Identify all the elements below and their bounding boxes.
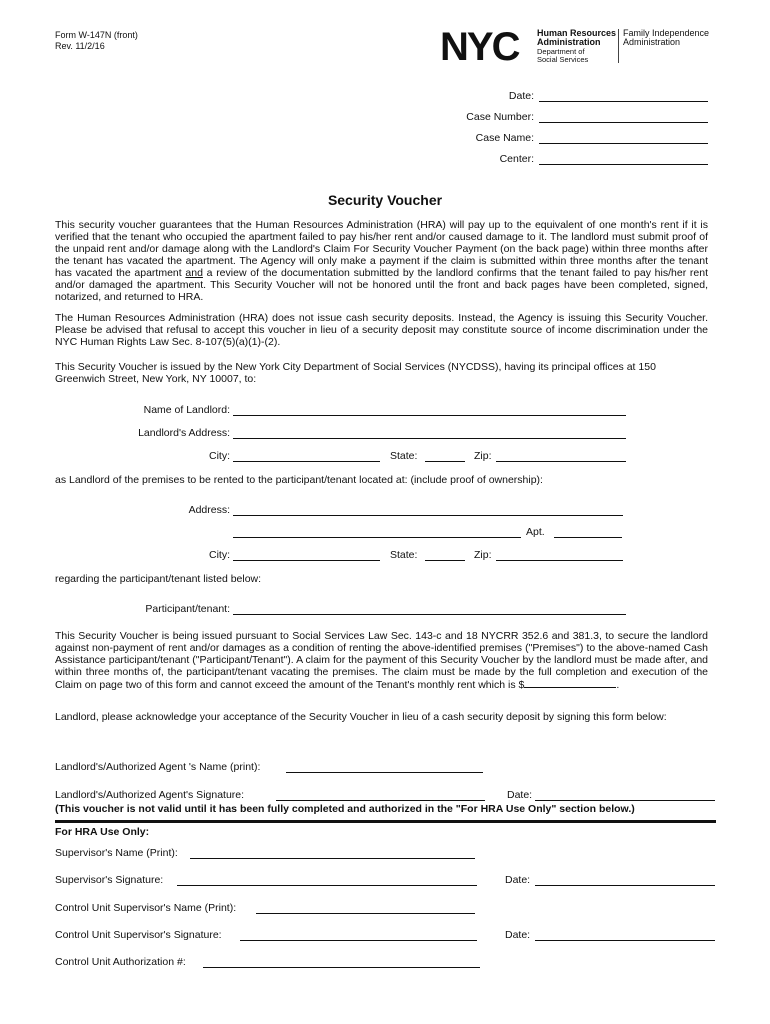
case-name-field[interactable] [539, 143, 708, 144]
premises-zip-field[interactable] [496, 560, 623, 561]
paragraph-issued-by: This Security Voucher is issued by the New York City Department of Social Services (NYCDSS), having its principal offices at 150 Greenwich Street, New York, NY 10007, to: [55, 361, 656, 385]
logo-fia-line2: Administration [623, 37, 681, 47]
date-label: Date: [508, 90, 534, 102]
case-number-field[interactable] [539, 122, 708, 123]
form-revision: Rev. 11/2/16 [55, 41, 105, 51]
section-divider [55, 820, 716, 823]
premises-city-field[interactable] [233, 560, 380, 561]
nyc-hra-logo [440, 27, 710, 67]
paragraph-regarding: regarding the participant/tenant listed below: [55, 573, 262, 585]
agent-date-label: Date: [507, 789, 533, 801]
page-title: Security Voucher [327, 192, 443, 208]
validity-notice: (This voucher is not valid until it has been fully completed and authorized in the "For HRA Use Only" section below.) [55, 803, 635, 815]
landlord-address-label: Landlord's Address: [138, 427, 230, 439]
date-field[interactable] [539, 101, 708, 102]
agent-signature-label: Landlord's/Authorized Agent's Signature: [55, 789, 245, 801]
p1-text-a: This security voucher guarantees that the Human Resources Administration (HRA) will pay up to the equivalent of one month's rent if it is verified that the tenant who occupied the apartment failed to pay his/her rent and/or caused damage to it. The landlord must submit proof of the unpaid rent and/or damage along with the Landlord's Claim For Security Voucher Payment (on the back page) within three months after the tenant has vacated the apartment. The Agency will only make a payment if the claim is submitted within three months after the tenant has vacated the apartment [55, 219, 708, 279]
cu-authorization-field[interactable] [203, 967, 480, 968]
landlord-name-field[interactable] [233, 415, 626, 416]
supervisor-date-field[interactable] [535, 885, 715, 886]
landlord-address-field[interactable] [233, 438, 626, 439]
supervisor-signature-field[interactable] [177, 885, 477, 886]
logo-hra-line2: Administration [537, 37, 601, 47]
premises-state-field[interactable] [425, 560, 465, 561]
premises-address-line2-field[interactable] [233, 537, 521, 538]
cu-date-label: Date: [505, 929, 531, 941]
cu-authorization-label: Control Unit Authorization #: [55, 956, 186, 968]
cu-supervisor-name-label: Control Unit Supervisor's Name (Print): [55, 902, 237, 914]
agent-name-label: Landlord's/Authorized Agent 's Name (print): [55, 761, 261, 773]
supervisor-name-label: Supervisor's Name (Print): [55, 847, 178, 859]
logo-divider [618, 29, 619, 63]
logo-fia-line1: Family Independence [623, 28, 710, 38]
p6-end: . [616, 679, 620, 691]
agent-date-field[interactable] [535, 800, 715, 801]
agent-name-field[interactable] [286, 772, 483, 773]
supervisor-name-field[interactable] [190, 858, 475, 859]
premises-apt-field[interactable] [554, 537, 622, 538]
agent-signature-field[interactable] [276, 800, 485, 801]
cu-supervisor-name-field[interactable] [256, 913, 475, 914]
premises-city-label: City: [209, 549, 230, 561]
cu-date-field[interactable] [535, 940, 715, 941]
landlord-city-field[interactable] [233, 461, 380, 462]
landlord-name-label: Name of Landlord: [143, 404, 230, 416]
center-label: Center: [499, 153, 534, 165]
premises-zip-label: Zip: [474, 549, 492, 561]
paragraph-legal-basis [55, 630, 708, 691]
participant-field[interactable] [233, 614, 626, 615]
landlord-state-field[interactable] [425, 461, 465, 462]
paragraph-guarantee [55, 219, 708, 303]
supervisor-date-label: Date: [505, 874, 531, 886]
paragraph-no-cash: The Human Resources Administration (HRA) does not issue cash security deposits. Instead, the Agency is issuing this Security Voucher. Please be advised that refusal to accept this voucher in lieu of a security deposit may constitute source of income discrimination under the NYC Human Rights Law Sec. 8-107(5)(a)(1)-(2). [55, 312, 708, 348]
logo-hra-line1: Human Resources [537, 28, 617, 38]
form-id: Form W-147N (front) [55, 30, 138, 40]
center-field[interactable] [539, 164, 708, 165]
premises-apt-label: Apt. [526, 526, 545, 538]
premises-address-label: Address: [188, 504, 230, 516]
logo-dss-line2: Social Services [537, 55, 589, 64]
hra-use-heading: For HRA Use Only: [55, 826, 150, 838]
cu-supervisor-signature-field[interactable] [240, 940, 477, 941]
paragraph-acknowledge: Landlord, please acknowledge your acceptance of the Security Voucher in lieu of a cash security deposit by signing this form below: [55, 711, 667, 723]
p1-and: and [185, 267, 203, 279]
nyc-logo: NYC [440, 25, 519, 69]
paragraph-premises: as Landlord of the premises to be rented to the participant/tenant located at: (include proof of ownership): [55, 474, 543, 486]
p1-text-b: a review of the documentation submitted by the landlord confirms that the tenant failed to pay his/her rent and/or damaged the apartment. This Security Voucher will not be honored until the front and back pages have been completed, signed, notarized, and returned to HRA. [55, 267, 708, 303]
logo-dss-line1: Department of [537, 47, 585, 56]
landlord-zip-field[interactable] [496, 461, 626, 462]
participant-label: Participant/tenant: [145, 603, 230, 615]
landlord-zip-label: Zip: [474, 450, 492, 462]
premises-state-label: State: [390, 549, 418, 561]
landlord-state-label: State: [390, 450, 418, 462]
supervisor-signature-label: Supervisor's Signature: [55, 874, 164, 886]
rent-amount-field[interactable] [524, 678, 616, 688]
cu-supervisor-signature-label: Control Unit Supervisor's Signature: [55, 929, 222, 941]
landlord-city-label: City: [209, 450, 230, 462]
p6-text: This Security Voucher is being issued pursuant to Social Services Law Sec. 143-c and 18 NYCRR 352.6 and 381.3, to secure the landlord against non-payment of rent and/or damages as a condition of renting the above-identified premises ("Premises") to the above-named Cash Assistance participant/tenant ("Participant/Tenant"). A claim for the payment of this Security Voucher by the landlord must be made after, and within three months of, the participant/tenant vacating the premises. The claim must be made by the full completion and execution of the Claim on page two of this form and cannot exceed the amount of the Tenant's monthly rent which is $ [55, 630, 708, 691]
case-number-label: Case Number: [466, 111, 534, 123]
premises-address-field[interactable] [233, 515, 623, 516]
case-name-label: Case Name: [475, 132, 534, 144]
